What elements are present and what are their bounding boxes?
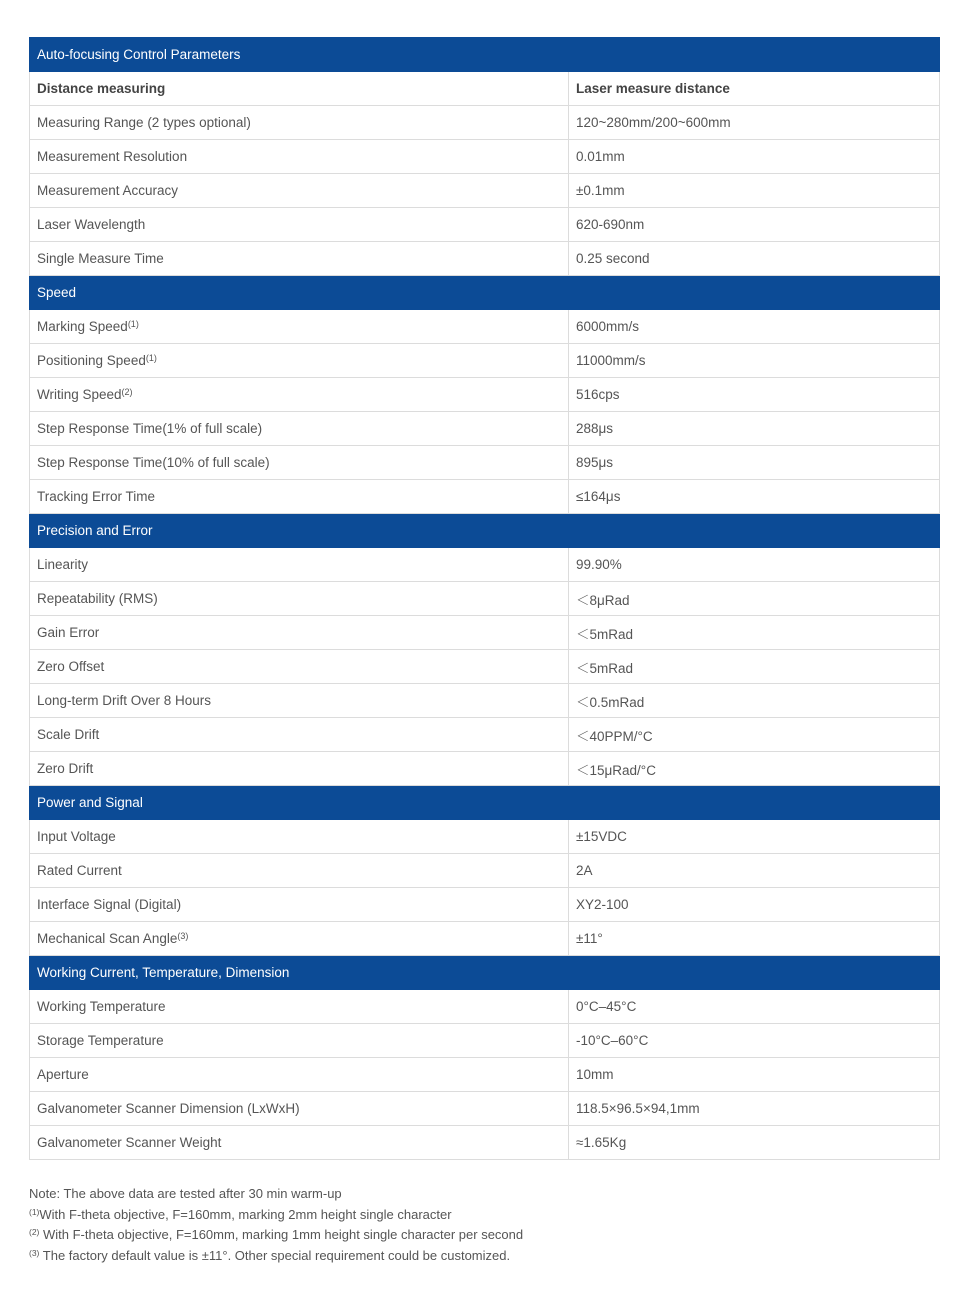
note-text: With F-theta objective, F=160mm, marking 2mm height single character — [39, 1206, 452, 1222]
param-value: -10°C–60°C — [569, 1024, 940, 1058]
param-cell — [30, 208, 569, 242]
param-label: Marking Speed — [37, 319, 128, 334]
param-value: ≤164μs — [569, 480, 940, 514]
table-row — [30, 242, 940, 276]
param-label: Working Temperature — [37, 999, 166, 1014]
param-value: ＜8μRad — [569, 582, 940, 616]
table-row — [30, 480, 940, 514]
footnote-ref: (1) — [127, 319, 139, 329]
param-label: Step Response Time(1% of full scale) — [37, 421, 263, 436]
param-cell — [30, 1126, 569, 1160]
param-cell — [30, 106, 569, 140]
section-title: Power and Signal — [30, 786, 940, 820]
param-label: Galvanometer Scanner Weight — [37, 1135, 222, 1150]
param-value: 120~280mm/200~600mm — [569, 106, 940, 140]
param-cell — [30, 752, 569, 786]
table-row — [30, 616, 940, 650]
param-value: XY2-100 — [569, 888, 940, 922]
table-row — [30, 1024, 940, 1058]
note-main: Note: The above data are tested after 30 min warm-up — [29, 1186, 342, 1201]
param-value: ＜0.5mRad — [569, 684, 940, 718]
column-header-label: Distance measuring — [30, 72, 569, 106]
table-row — [30, 650, 940, 684]
param-label: Aperture — [37, 1067, 89, 1082]
param-cell — [30, 412, 569, 446]
param-label: Laser Wavelength — [37, 217, 146, 232]
param-cell — [30, 854, 569, 888]
table-row — [30, 140, 940, 174]
param-label: Storage Temperature — [37, 1033, 164, 1048]
param-label: Gain Error — [37, 625, 100, 640]
param-value: ±11° — [569, 922, 940, 956]
section-header-row — [30, 38, 940, 72]
param-label: Zero Drift — [37, 761, 94, 776]
param-cell — [30, 820, 569, 854]
param-cell — [30, 1024, 569, 1058]
table-row — [30, 718, 940, 752]
param-value: ＜5mRad — [569, 616, 940, 650]
table-row — [30, 1126, 940, 1160]
table-row — [30, 208, 940, 242]
table-row — [30, 1058, 940, 1092]
spec-table-container — [29, 37, 939, 1160]
param-value: 6000mm/s — [569, 310, 940, 344]
param-cell — [30, 446, 569, 480]
param-label: Measurement Accuracy — [37, 183, 179, 198]
param-value: 620-690nm — [569, 208, 940, 242]
param-cell — [30, 480, 569, 514]
param-value: 10mm — [569, 1058, 940, 1092]
param-cell — [30, 650, 569, 684]
param-cell — [30, 1058, 569, 1092]
param-cell — [30, 242, 569, 276]
param-label: Mechanical Scan Angle — [37, 931, 178, 946]
param-label: Tracking Error Time — [37, 489, 156, 504]
param-label: Rated Current — [37, 863, 122, 878]
param-label: Zero Offset — [37, 659, 105, 674]
spec-table — [29, 37, 940, 1160]
table-row — [30, 922, 940, 956]
note-marker: (2) — [29, 1227, 40, 1237]
table-row — [30, 378, 940, 412]
table-row — [30, 582, 940, 616]
param-label: Galvanometer Scanner Dimension (LxWxH) — [37, 1101, 300, 1116]
table-row — [30, 752, 940, 786]
footnotes — [29, 1184, 939, 1266]
param-value: ＜5mRad — [569, 650, 940, 684]
param-value: 2A — [569, 854, 940, 888]
section-title: Precision and Error — [30, 514, 940, 548]
table-row — [30, 820, 940, 854]
param-cell — [30, 922, 569, 956]
footnote-ref: (1) — [145, 353, 157, 363]
param-value: 288μs — [569, 412, 940, 446]
note-item — [29, 1246, 939, 1267]
table-row — [30, 1092, 940, 1126]
param-label: Interface Signal (Digital) — [37, 897, 182, 912]
param-value: ±0.1mm — [569, 174, 940, 208]
section-title: Auto-focusing Control Parameters — [30, 38, 940, 72]
param-label: Linearity — [37, 557, 89, 572]
table-row — [30, 412, 940, 446]
table-row — [30, 344, 940, 378]
param-value: ＜15μRad/°C — [569, 752, 940, 786]
param-label: Repeatability (RMS) — [37, 591, 158, 606]
param-value: 0.01mm — [569, 140, 940, 174]
table-row — [30, 446, 940, 480]
param-cell — [30, 888, 569, 922]
param-cell — [30, 616, 569, 650]
column-header-row — [30, 72, 940, 106]
param-cell — [30, 1092, 569, 1126]
note-text: With F-theta objective, F=160mm, marking 1mm height single character per second — [39, 1227, 524, 1242]
table-row — [30, 106, 940, 140]
param-value: ＜40PPM/°C — [569, 718, 940, 752]
param-cell — [30, 378, 569, 412]
param-label: Step Response Time(10% of full scale) — [37, 455, 270, 470]
param-label: Measuring Range (2 types optional) — [37, 115, 251, 130]
param-cell — [30, 718, 569, 752]
section-header-row — [30, 514, 940, 548]
param-label: Positioning Speed — [37, 353, 146, 368]
param-value: 895μs — [569, 446, 940, 480]
table-row — [30, 888, 940, 922]
param-value: 516cps — [569, 378, 940, 412]
param-value: 11000mm/s — [569, 344, 940, 378]
note-text: The factory default value is ±11°. Other special requirement could be customized. — [39, 1247, 511, 1263]
table-row — [30, 174, 940, 208]
param-cell — [30, 310, 569, 344]
param-cell — [30, 990, 569, 1024]
param-cell — [30, 548, 569, 582]
param-label: Scale Drift — [37, 727, 100, 742]
param-cell — [30, 684, 569, 718]
param-label: Long-term Drift Over 8 Hours — [37, 693, 212, 708]
param-label: Writing Speed — [37, 387, 122, 402]
param-label: Input Voltage — [37, 829, 116, 844]
column-header-value: Laser measure distance — [569, 72, 940, 106]
param-value: 0°C–45°C — [569, 990, 940, 1024]
note-item — [29, 1225, 939, 1246]
param-label: Single Measure Time — [37, 251, 164, 266]
param-value: 0.25 second — [569, 242, 940, 276]
param-cell — [30, 582, 569, 616]
footnote-ref: (3) — [177, 931, 189, 941]
table-row — [30, 310, 940, 344]
footnote-ref: (2) — [121, 387, 133, 397]
note-marker: (3) — [29, 1247, 40, 1258]
table-row — [30, 548, 940, 582]
param-cell — [30, 344, 569, 378]
table-row — [30, 990, 940, 1024]
table-row — [30, 684, 940, 718]
section-title: Working Current, Temperature, Dimension — [30, 956, 940, 990]
param-value: ≈1.65Kg — [569, 1126, 940, 1160]
param-cell — [30, 174, 569, 208]
param-label: Measurement Resolution — [37, 149, 188, 164]
table-row — [30, 854, 940, 888]
section-header-row — [30, 786, 940, 820]
section-title: Speed — [30, 276, 940, 310]
note-item — [29, 1205, 939, 1226]
param-value: ±15VDC — [569, 820, 940, 854]
param-value: 118.5×96.5×94,1mm — [569, 1092, 940, 1126]
param-value: 99.90% — [569, 548, 940, 582]
note-marker: (1) — [29, 1206, 40, 1217]
section-header-row — [30, 956, 940, 990]
section-header-row — [30, 276, 940, 310]
param-cell — [30, 140, 569, 174]
